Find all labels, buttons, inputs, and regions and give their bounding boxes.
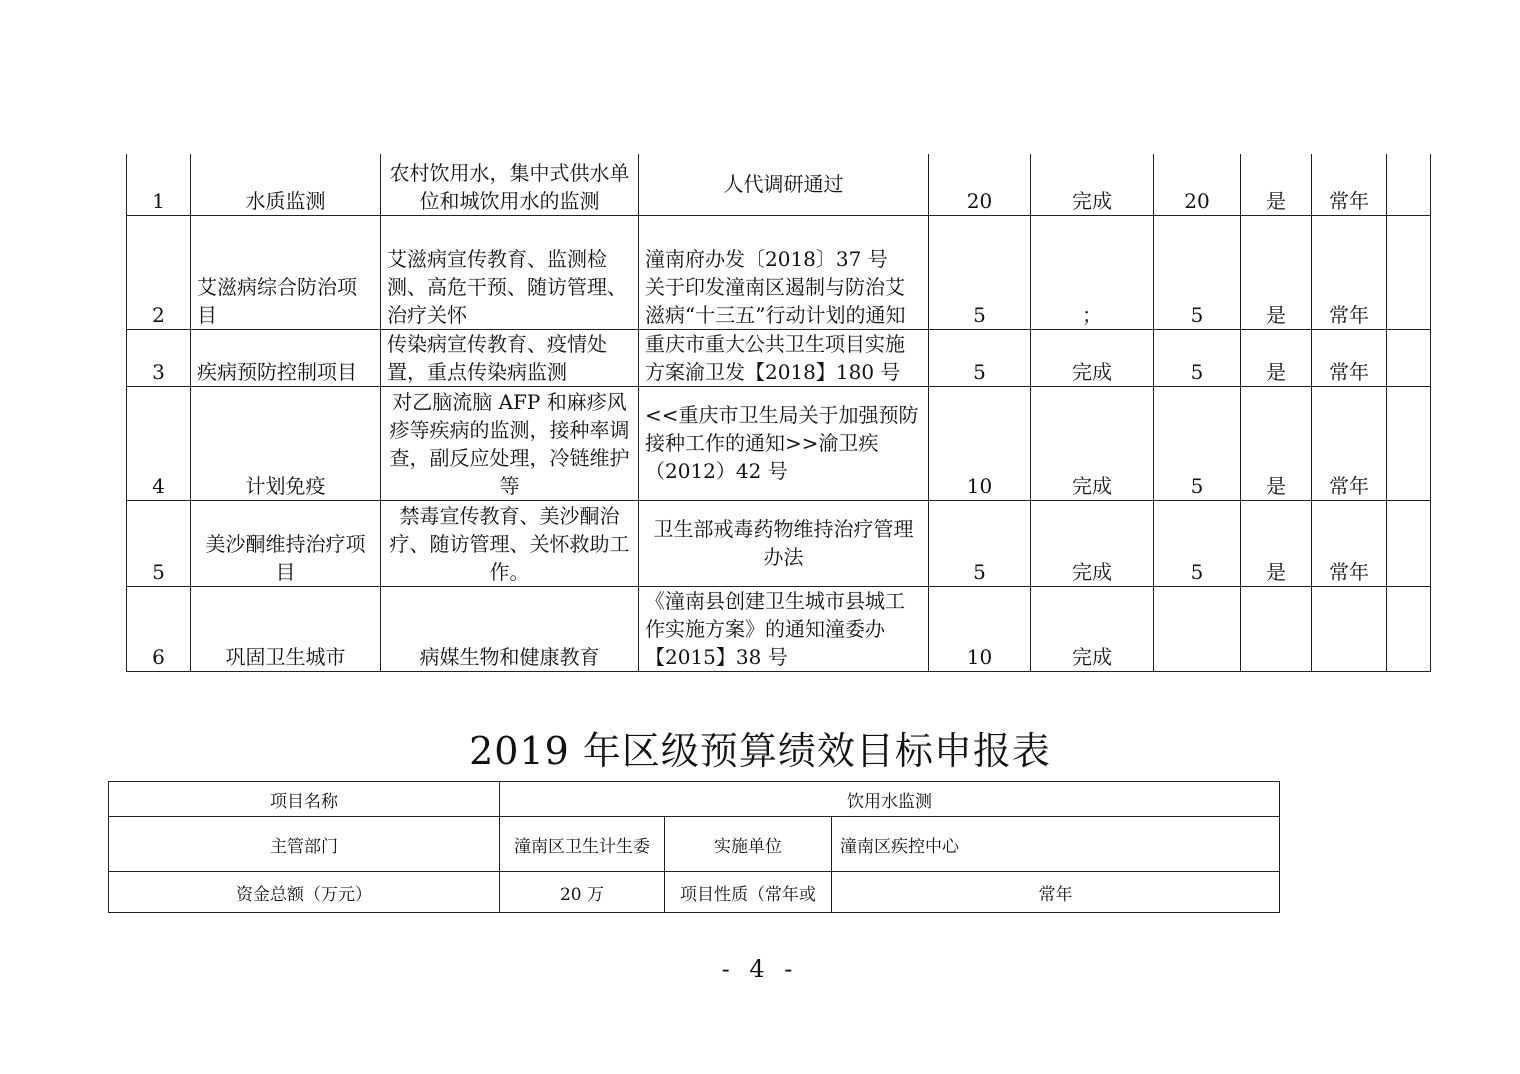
project-status: 完成: [1031, 586, 1154, 671]
empty-cell: [1387, 215, 1431, 329]
project-nature: 常年: [1312, 500, 1387, 586]
project-basis: 《潼南县创建卫生城市县城工作实施方案》的通知潼委办【2015】38 号: [639, 586, 929, 671]
project-flag: 是: [1241, 215, 1312, 329]
project-status: ；: [1031, 215, 1154, 329]
funds-label: 资金总额（万元）: [109, 872, 500, 913]
project-nature: 常年: [1312, 215, 1387, 329]
project-amount: 10: [929, 586, 1031, 671]
project-basis: 重庆市重大公共卫生项目实施方案渝卫发【2018】180 号: [639, 329, 929, 386]
project-name: 巩固卫生城市: [191, 586, 381, 671]
project-flag: 是: [1241, 154, 1312, 215]
empty-cell: [1387, 386, 1431, 500]
project-amount: 20: [929, 154, 1031, 215]
project-basis: 卫生部戒毒药物维持治疗管理办法: [639, 500, 929, 586]
row-number: 1: [127, 154, 191, 215]
table-row: [127, 215, 1431, 329]
impl-label: 实施单位: [665, 817, 832, 872]
table-row: [127, 329, 1431, 386]
project-nature: 常年: [1312, 386, 1387, 500]
project-basis: <<重庆市卫生局关于加强预防接种工作的通知>>渝卫疾（2012）42 号: [639, 386, 929, 500]
form-row: [109, 817, 1280, 872]
project-amount2: [1154, 586, 1241, 671]
project-status: 完成: [1031, 386, 1154, 500]
table-row: [127, 154, 1431, 215]
project-status: 完成: [1031, 329, 1154, 386]
project-flag: 是: [1241, 386, 1312, 500]
project-name-label: 项目名称: [109, 782, 500, 817]
project-basis: 潼南府办发〔2018〕37 号 关于印发潼南区遏制与防治艾滋病“十三五”行动计划的通知: [639, 215, 929, 329]
project-flag: 是: [1241, 329, 1312, 386]
project-amount2: 5: [1154, 215, 1241, 329]
project-flag: 是: [1241, 500, 1312, 586]
project-nature: 常年: [1312, 154, 1387, 215]
row-number: 2: [127, 215, 191, 329]
form-row: [109, 872, 1280, 913]
project-name: 疾病预防控制项目: [191, 329, 381, 386]
empty-cell: [1387, 329, 1431, 386]
project-name: 艾滋病综合防治项目: [191, 215, 381, 329]
row-number: 3: [127, 329, 191, 386]
project-status: 完成: [1031, 500, 1154, 586]
empty-cell: [1387, 586, 1431, 671]
project-name: 美沙酮维持治疗项目: [191, 500, 381, 586]
page-number: - 4 -: [721, 955, 799, 983]
project-name: 计划免疫: [191, 386, 381, 500]
table-row: [127, 386, 1431, 500]
project-nature: [1312, 586, 1387, 671]
form-title: 2019 年区级预算绩效目标申报表: [469, 729, 1051, 773]
dept-label: 主管部门: [109, 817, 500, 872]
project-status: 完成: [1031, 154, 1154, 215]
project-basis: 人代调研通过: [639, 154, 929, 215]
project-name-value: 饮用水监测: [500, 782, 1280, 817]
project-amount: 5: [929, 215, 1031, 329]
project-amount2: 5: [1154, 386, 1241, 500]
row-number: 6: [127, 586, 191, 671]
project-flag: [1241, 586, 1312, 671]
table-row: [127, 586, 1431, 671]
nature-label: 项目性质（常年或: [665, 872, 832, 913]
project-name: 水质监测: [191, 154, 381, 215]
project-content: 农村饮用水，集中式供水单位和城饮用水的监测: [381, 154, 639, 215]
project-amount2: 5: [1154, 500, 1241, 586]
project-amount2: 20: [1154, 154, 1241, 215]
project-amount2: 5: [1154, 329, 1241, 386]
project-amount: 5: [929, 500, 1031, 586]
funds-value: 20 万: [500, 872, 665, 913]
project-content: 对乙脑流脑 AFP 和麻疹风疹等疾病的监测，接种率调查，副反应处理，冷链维护等: [381, 386, 639, 500]
project-content: 传染病宣传教育、疫情处置，重点传染病监测: [381, 329, 639, 386]
project-amount: 10: [929, 386, 1031, 500]
budget-form-table: [108, 781, 1280, 913]
project-content: 艾滋病宣传教育、监测检测、高危干预、随访管理、治疗关怀: [381, 215, 639, 329]
project-content: 病媒生物和健康教育: [381, 586, 639, 671]
nature-value: 常年: [832, 872, 1280, 913]
project-nature: 常年: [1312, 329, 1387, 386]
dept-value: 潼南区卫生计生委: [500, 817, 665, 872]
project-amount: 5: [929, 329, 1031, 386]
project-content: 禁毒宣传教育、美沙酮治疗、随访管理、关怀救助工作。: [381, 500, 639, 586]
empty-cell: [1387, 500, 1431, 586]
impl-value: 潼南区疾控中心: [832, 817, 1280, 872]
form-row: [109, 782, 1280, 817]
row-number: 5: [127, 500, 191, 586]
empty-cell: [1387, 154, 1431, 215]
table-row: [127, 500, 1431, 586]
row-number: 4: [127, 386, 191, 500]
project-table: [126, 154, 1431, 672]
